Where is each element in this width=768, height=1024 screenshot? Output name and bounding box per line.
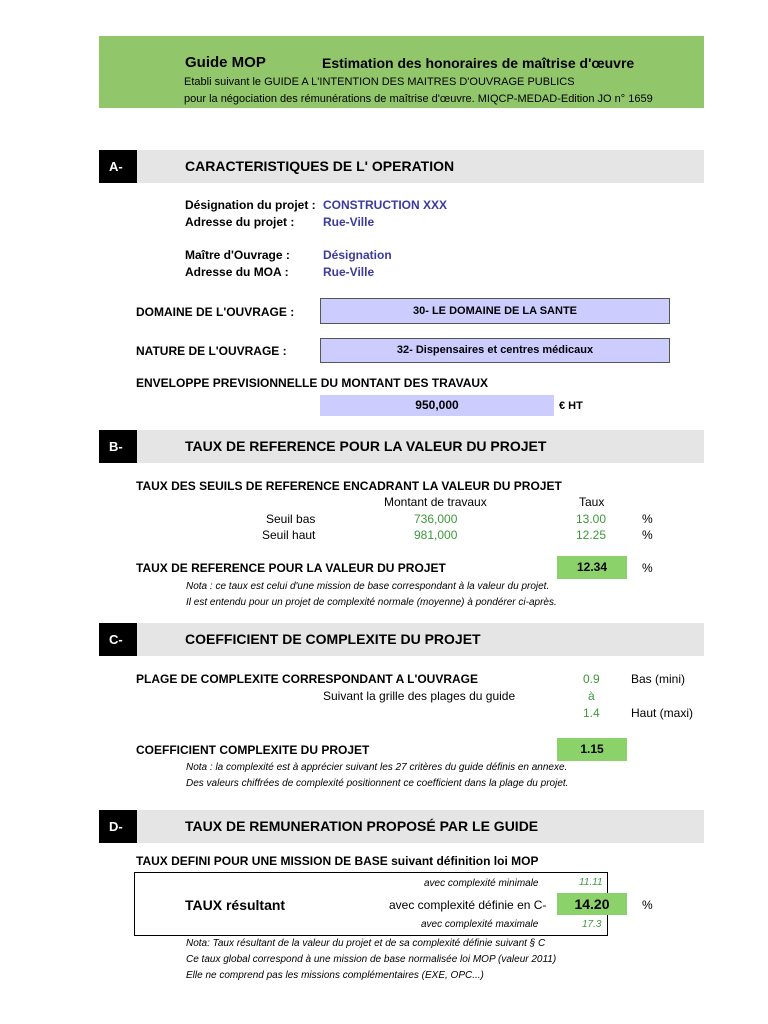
section-b-header xyxy=(99,430,704,463)
header-line1: Etabli suivant le GUIDE A L'INTENTION DES MAITRES D'OUVRAGE PUBLICS xyxy=(184,76,575,88)
max-label: avec complexité maximale xyxy=(421,919,539,930)
section-a-header xyxy=(99,150,704,183)
designation-value[interactable]: CONSTRUCTION XXX xyxy=(323,198,448,212)
section-letter: C- xyxy=(99,623,137,656)
def-label: avec complexité définie en C- xyxy=(389,898,547,912)
adresse-value[interactable]: Rue-Ville xyxy=(323,215,375,229)
section-title: CARACTERISTIQUES DE L' OPERATION xyxy=(185,158,455,174)
section-letter: B- xyxy=(99,430,137,463)
plage-min-label: Bas (mini) xyxy=(631,672,686,686)
ref-note1: Nota : ce taux est celui d'une mission de base correspondant à la valeur du projet. xyxy=(186,581,550,592)
designation-label: Désignation du projet : xyxy=(185,198,316,212)
seuil-bas-label: Seuil bas xyxy=(266,512,316,526)
plage-sub: Suivant la grille des plages du guide xyxy=(323,689,516,703)
enveloppe-label: ENVELOPPE PREVISIONNELLE DU MONTANT DES TRAVAUX xyxy=(136,376,489,390)
domaine-select[interactable]: 30- LE DOMAINE DE LA SANTE xyxy=(320,298,670,324)
d-note2: Ce taux global correspond à une mission de base normalisée loi MOP (valeur 2011) xyxy=(186,954,557,965)
seuil-haut-label: Seuil haut xyxy=(262,528,316,542)
seuil-haut-montant: 981,000 xyxy=(414,528,458,542)
ref-value: 12.34 xyxy=(557,556,627,579)
d-note3: Elle ne comprend pas les missions complémentaires (EXE, OPC...) xyxy=(186,970,484,981)
section-letter: D- xyxy=(99,810,137,843)
nature-label: NATURE DE L'OUVRAGE : xyxy=(136,344,287,358)
enveloppe-unit: € HT xyxy=(559,400,583,412)
seuil-bas-montant: 736,000 xyxy=(414,512,458,526)
section-title: TAUX DE REFERENCE POUR LA VALEUR DU PROJET xyxy=(185,438,547,454)
section-d-header xyxy=(99,810,704,843)
plage-max: 1.4 xyxy=(583,706,600,720)
defini-label: TAUX DEFINI POUR UNE MISSION DE BASE suivant définition loi MOP xyxy=(136,854,539,868)
moa-value[interactable]: Désignation xyxy=(323,248,392,262)
header-subtitle: Estimation des honoraires de maîtrise d'œuvre xyxy=(322,55,635,71)
nature-select[interactable]: 32- Dispensaires et centres médicaux xyxy=(320,338,670,363)
max-value: 17.3 xyxy=(582,919,602,930)
adresse-moa-value[interactable]: Rue-Ville xyxy=(323,265,375,279)
min-label: avec complexité minimale xyxy=(424,878,539,889)
plage-a: à xyxy=(588,689,595,703)
seuil-bas-unit: % xyxy=(642,512,653,526)
seuils-title: TAUX DES SEUILS DE REFERENCE ENCADRANT LA VALEUR DU PROJET xyxy=(136,479,562,493)
section-title: TAUX DE REMUNERATION PROPOSÉ PAR LE GUIDE xyxy=(185,818,539,834)
plage-min: 0.9 xyxy=(583,672,600,686)
def-value: 14.20 xyxy=(557,893,627,915)
seuil-bas-taux: 13.00 xyxy=(576,512,607,526)
seuil-haut-taux: 12.25 xyxy=(576,528,607,542)
col-taux-header: Taux xyxy=(579,495,605,509)
moa-label: Maître d'Ouvrage : xyxy=(185,248,290,262)
adresse-label: Adresse du projet : xyxy=(185,215,295,229)
enveloppe-input[interactable]: 950,000 xyxy=(320,395,554,416)
section-letter: A- xyxy=(99,150,137,183)
header-title: Guide MOP xyxy=(185,54,266,71)
section-title: COEFFICIENT DE COMPLEXITE DU PROJET xyxy=(185,631,481,647)
taux-resultant-label: TAUX résultant xyxy=(185,897,286,913)
plage-label: PLAGE DE COMPLEXITE CORRESPONDANT A L'OUVRAGE xyxy=(136,672,478,686)
coef-note2: Des valeurs chiffrées de complexité positionnent ce coefficient dans la plage du projet. xyxy=(186,778,569,789)
plage-max-label: Haut (maxi) xyxy=(631,706,694,720)
ref-label: TAUX DE REFERENCE POUR LA VALEUR DU PROJET xyxy=(136,561,446,575)
header-line2: pour la négociation des rémunérations de maîtrise d'œuvre. MIQCP-MEDAD-Edition JO n° 1659 xyxy=(184,93,653,105)
ref-unit: % xyxy=(642,561,653,575)
coef-note1: Nota : la complexité est à apprécier suivant les 27 critères du guide définis en annexe. xyxy=(186,762,568,773)
def-unit: % xyxy=(642,898,653,912)
min-value: 11.11 xyxy=(579,877,603,888)
coef-value[interactable]: 1.15 xyxy=(557,738,627,761)
col-montant-header: Montant de travaux xyxy=(384,495,487,509)
section-c-header xyxy=(99,623,704,656)
d-note1: Nota: Taux résultant de la valeur du projet et de sa complexité définie suivant § C xyxy=(186,938,546,949)
domaine-label: DOMAINE DE L'OUVRAGE : xyxy=(136,305,295,319)
adresse-moa-label: Adresse du MOA : xyxy=(185,265,289,279)
seuil-haut-unit: % xyxy=(642,528,653,542)
ref-note2: Il est entendu pour un projet de complexité normale (moyenne) à pondérer ci-après. xyxy=(186,597,557,608)
coef-label: COEFFICIENT COMPLEXITE DU PROJET xyxy=(136,743,370,757)
